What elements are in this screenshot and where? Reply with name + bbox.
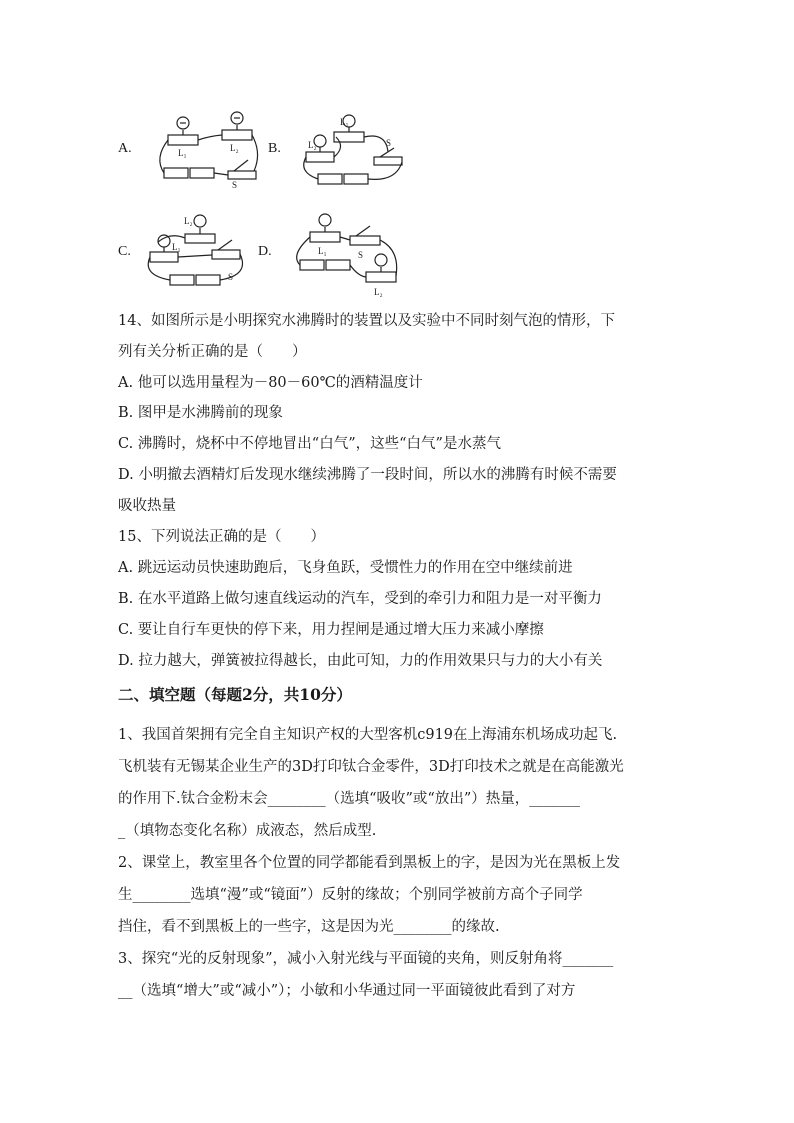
label-s: S — [232, 180, 238, 190]
fill-q1-line4: _（填物态变化名称）成液态，然后成型. — [118, 823, 377, 839]
svg-text:S: S — [358, 250, 364, 260]
svg-text:L₁: L₁ — [318, 246, 327, 256]
fill-q1-line3: 的作用下.钛合金粉末会________（选填“吸收”或“放出”）热量，_______ — [118, 791, 581, 807]
svg-text:L₁: L₁ — [340, 117, 349, 127]
svg-text:L₂: L₂ — [308, 140, 317, 150]
fill-q2-line3: 挡住，看不到黑板上的一些字，这是因为光________的缘故. — [118, 919, 500, 935]
q14-option-c: C. 沸腾时，烧杯中不停地冒出“白气”，这些“白气”是水蒸气 — [118, 436, 501, 452]
svg-text:L₂: L₂ — [184, 216, 193, 226]
q14-option-a: A. 他可以选用量程为－80－60℃的酒精温度计 — [118, 375, 423, 391]
circuit-diagram-a — [150, 108, 262, 190]
q14-stem-line1: 14、如图所示是小明探究水沸腾时的装置以及实验中不同时刻气泡的情形，下 — [118, 313, 615, 329]
svg-text:L₁: L₁ — [172, 242, 181, 252]
svg-text:S: S — [386, 138, 392, 148]
svg-text:L₂: L₂ — [374, 287, 383, 297]
fill-q3-line2: __（选填“增大”或“减小”）；小敏和小华通过同一平面镜彼此看到了对方 — [118, 983, 576, 999]
circuit-diagram-c — [140, 210, 252, 292]
q14-option-d-line1: D. 小明撤去酒精灯后发现水继续沸腾了一段时间，所以水的沸腾有时候不需要 — [118, 467, 617, 483]
fill-q1-line1: 1、我国首架拥有完全自主知识产权的大型客机c919在上海浦东机场成功起飞. — [118, 727, 618, 743]
fill-q1-line2: 飞机装有无锡某企业生产的3D打印钛合金零件，3D打印技术之就是在高能激光 — [118, 759, 624, 775]
q14-option-b: B. 图甲是水沸腾前的现象 — [118, 405, 283, 421]
q14-stem-line2: 列有关分析正确的是（ ） — [118, 344, 307, 360]
section-heading: 二、填空题（每题2分，共10分） — [118, 685, 352, 704]
q15-option-d: D. 拉力越大，弹簧被拉得越长，由此可知，力的作用效果只与力的大小有关 — [118, 653, 603, 669]
fill-q2-line1: 2、课堂上，教室里各个位置的同学都能看到黑板上的字，是因为光在黑板上发 — [118, 855, 621, 871]
option-b-letter: B. — [268, 141, 281, 156]
label-l1: L₁ — [178, 148, 187, 158]
q15-option-a: A. 跳远运动员快速助跑后，飞身鱼跃，受惯性力的作用在空中继续前进 — [118, 560, 573, 576]
q15-option-c: C. 要让自行车更快的停下来，用力捏闸是通过增大压力来减小摩擦 — [118, 622, 544, 638]
option-a-letter: A. — [118, 141, 132, 156]
circuit-diagram-d — [288, 210, 404, 300]
q14-option-d-line2: 吸收热量 — [118, 498, 176, 514]
fill-q2-line2: 生________选填“漫”或“镜面”）反射的缘故；个别同学被前方高个子同学 — [118, 887, 583, 903]
option-d-letter: D. — [258, 244, 272, 259]
q15-stem: 15、下列说法正确的是（ ） — [118, 529, 325, 545]
q15-option-b: B. 在水平道路上做匀速直线运动的汽车，受到的牵引力和阻力是一对平衡力 — [118, 591, 602, 607]
fill-q3-line1: 3、探究“光的反射现象”，减小入射光线与平面镜的夹角，则反射角将_______ — [118, 951, 614, 967]
circuit-diagram-b — [296, 112, 408, 192]
option-c-letter: C. — [118, 244, 131, 259]
svg-text:S: S — [228, 272, 234, 282]
label-l2: L₂ — [230, 143, 239, 153]
